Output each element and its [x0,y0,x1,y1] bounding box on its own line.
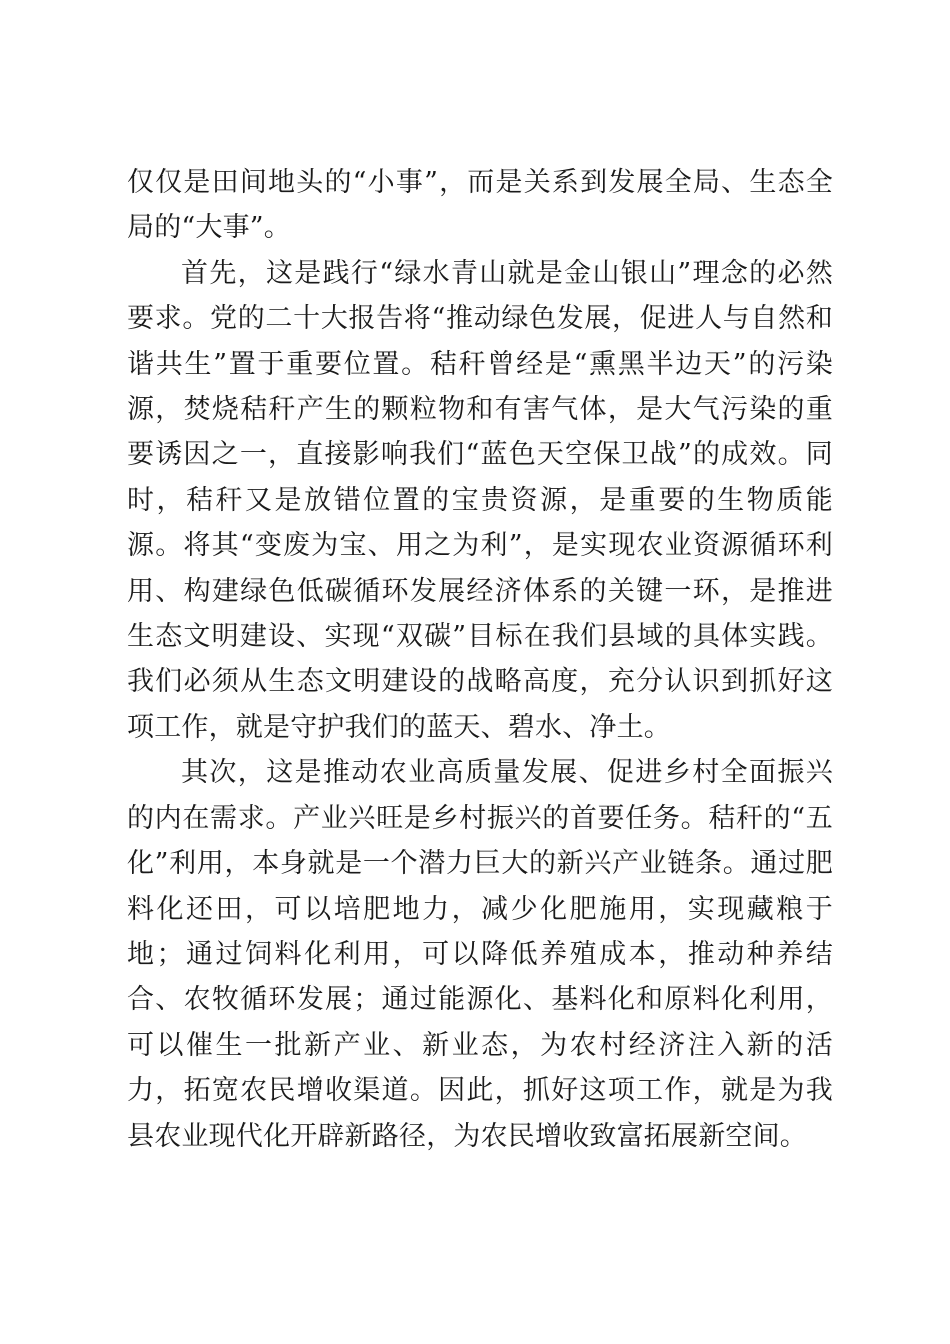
paragraph-second-point: 其次，这是推动农业高质量发展、促进乡村全面振兴的内在需求。产业兴旺是乡村振兴的首要任务。秸秆的“五化”利用，本身就是一个潜力巨大的新兴产业链条。通过肥料化还田，可以培肥地力，减少化肥施用，实现藏粮于地；通过饲料化利用，可以降低养殖成本，推动种养结合、农牧循环发展；通过能源化、基料化和原料化利用，可以催生一批新产业、新业态，为农村经济注入新的活力，拓宽农民增收渠道。因此，抓好这项工作，就是为我县农业现代化开辟新路径，为农民增收致富拓展新空间。 [127,757,833,1152]
paragraph-first-point: 首先，这是践行“绿水青山就是金山银山”理念的必然要求。党的二十大报告将“推动绿色发展，促进人与自然和谐共生”置于重要位置。秸秆曾经是“熏黑半边天”的污染源，焚烧秸秆产生的颗粒物和有害气体，是大气污染的重要诱因之一，直接影响我们“蓝色天空保卫战”的成效。同时，秸秆又是放错位置的宝贵资源，是重要的生物质能源。将其“变废为宝、用之为利”，是实现农业资源循环利用、构建绿色低碳循环发展经济体系的关键一环，是推进生态文明建设、实现“双碳”目标在我们县域的具体实践。我们必须从生态文明建设的战略高度，充分认识到抓好这项工作，就是守护我们的蓝天、碧水、净土。 [127,257,833,743]
paragraph-continuation: 仅仅是田间地头的“小事”，而是关系到发展全局、生态全局的“大事”。 [127,167,833,244]
document-body [127,160,833,1159]
